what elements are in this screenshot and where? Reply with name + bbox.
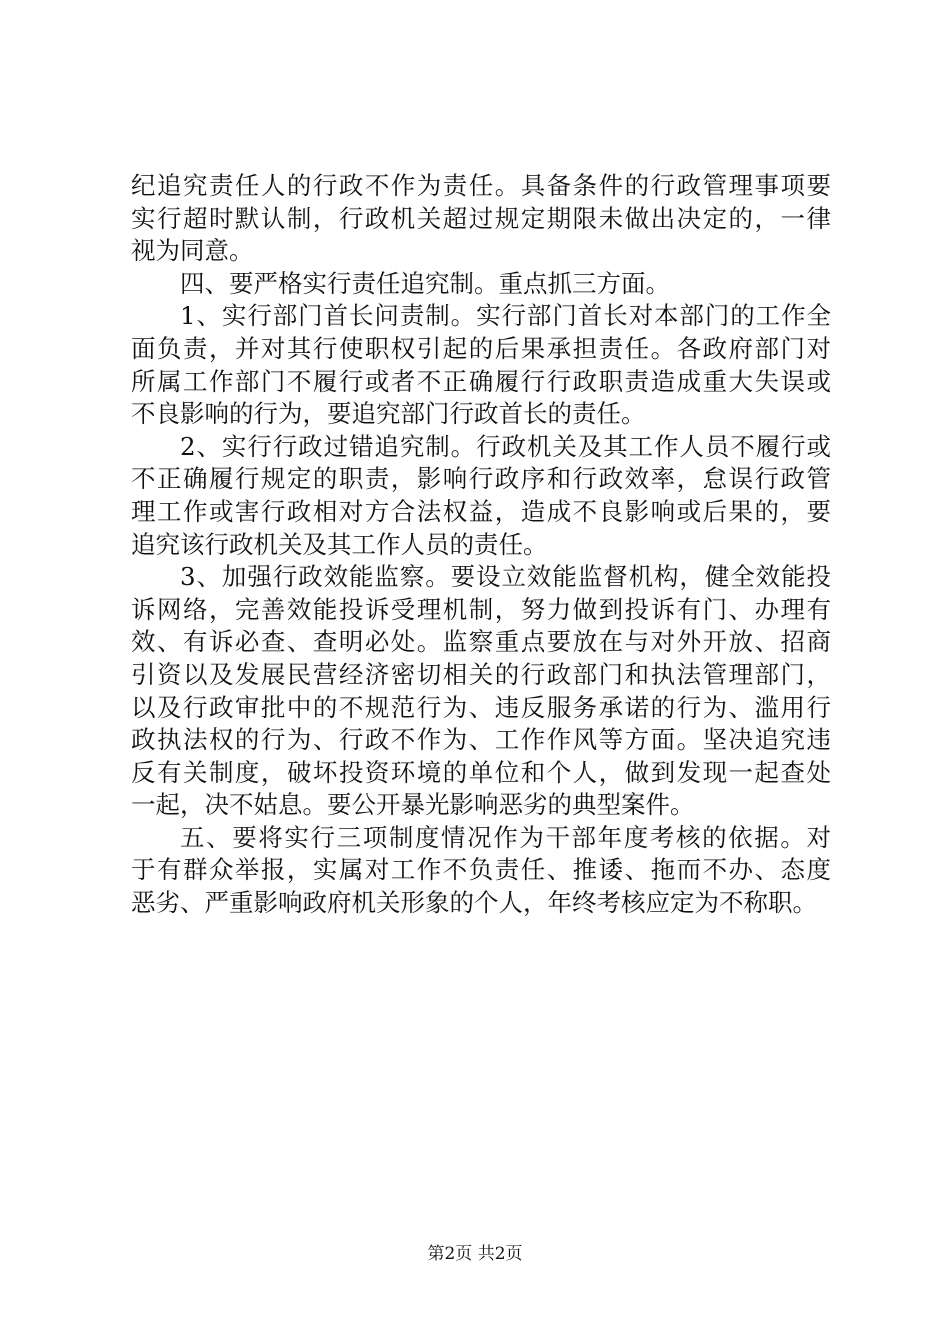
paragraph (131, 822, 831, 920)
paragraph-line: 面负责，并对其行使职权引起的后果承担责任。各政府部门对 (131, 333, 831, 363)
paragraph-line: 理工作或害行政相对方合法权益，造成不良影响或后果的，要 (131, 496, 831, 526)
paragraph-line: 追究该行政机关及其工作人员的责任。 (131, 529, 548, 559)
paragraph (131, 268, 831, 301)
paragraph-line: 以及行政审批中的不规范行为、违反服务承诺的行为、滥用行 (131, 692, 831, 722)
paragraph-line: 3、加强行政效能监察。要设立效能监督机构，健全效能投 (180, 562, 831, 592)
paragraph-line: 五、要将实行三项制度情况作为干部年度考核的依据。对 (180, 822, 831, 852)
paragraph-line: 四、要严格实行责任追究制。重点抓三方面。 (180, 268, 670, 298)
paragraph-line: 1、实行部门首长问责制。实行部门首长对本部门的工作全 (180, 301, 831, 331)
paragraph-line: 纪追究责任人的行政不作为责任。具备条件的行政管理事项要 (131, 171, 831, 200)
paragraph-line: 实行超时默认制，行政机关超过规定期限未做出决定的，一律 (131, 203, 831, 233)
paragraph-line: 于有群众举报，实属对工作不负责任、推诿、拖而不办、态度 (131, 855, 831, 885)
paragraph (131, 431, 831, 561)
paragraph (131, 300, 831, 430)
page-footer: 第2页 共2页 (427, 1244, 523, 1264)
paragraph-line: 一起，决不姑息。要公开暴光影响恶劣的典型案件。 (131, 790, 695, 820)
paragraph-line: 所属工作部门不履行或者不正确履行行政职责造成重大失误或 (131, 366, 831, 396)
document-body (131, 170, 831, 920)
paragraph (131, 561, 831, 822)
paragraph-line: 2、实行行政过错追究制。行政机关及其工作人员不履行或 (180, 431, 831, 461)
paragraph-line: 效、有诉必查、查明必处。监察重点要放在与对外开放、招商 (131, 627, 831, 657)
paragraph-line: 视为同意。 (131, 236, 254, 266)
paragraph-line: 引资以及发展民营经济密切相关的行政部门和执法管理部门， (131, 659, 831, 689)
paragraph-line: 政执法权的行为、行政不作为、工作作风等方面。坚决追究违 (131, 725, 831, 755)
paragraph-line: 反有关制度，破坏投资环境的单位和个人，做到发现一起查处 (131, 757, 831, 787)
paragraph-line: 诉网络，完善效能投诉受理机制，努力做到投诉有门、办理有 (131, 594, 831, 624)
paragraph-line: 不正确履行规定的职责，影响行政序和行政效率，怠误行政管 (131, 464, 831, 494)
paragraph (131, 170, 831, 268)
paragraph-line: 恶劣、严重影响政府机关形象的个人，年终考核应定为不称职。 (131, 888, 817, 918)
paragraph-line: 不良影响的行为，要追究部门行政首长的责任。 (131, 399, 646, 429)
